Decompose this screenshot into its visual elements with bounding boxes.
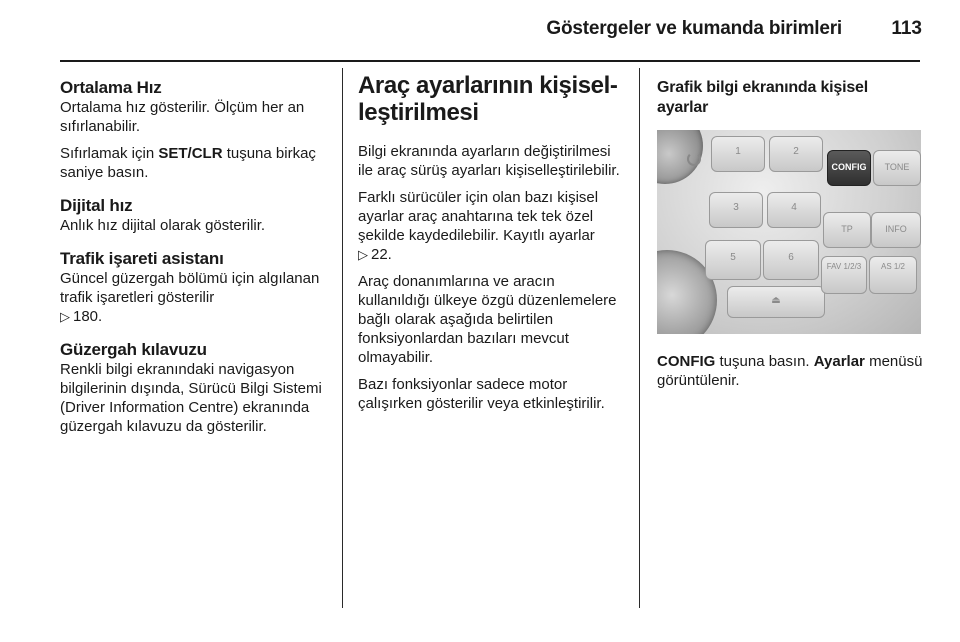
text-run: Sıfırlamak için [60,145,159,162]
tp-button: TP [823,212,871,248]
body-paragraph: Ortalama hız gösterilir. Ölçüm her an sıfırlanabilir. [60,99,305,135]
preset-button-6: 6 [763,240,819,280]
section-heading-ortalama-hiz: Ortalama Hız [60,78,162,97]
info-button: INFO [871,212,921,248]
text-run: tuşuna basın. [715,353,814,370]
eject-bar [727,286,825,318]
column-divider [639,68,640,608]
section-heading-trafik-isareti: Trafik işareti asistanı [60,249,224,268]
power-icon [687,152,701,166]
xref-triangle-icon: ▷ [358,247,368,262]
menu-label-ayarlar: Ayarlar [813,353,865,370]
body-paragraph: Bazı fonksiyonlar sadece motor çalışırken gösterilir veya etkinleştirilir. [358,376,605,412]
body-paragraph: Renkli bilgi ekranındaki navigasyon bilgilerinin dışında, Sürücü Bilgi Sistemi (Driver Information Centre) ekranında güzergah kılavuzu da gösterilir. [60,361,322,435]
control-panel-photo [657,130,921,334]
xref-triangle-icon: ▷ [60,309,70,324]
text-run: tuşuna birkaç saniye basın. [60,145,316,181]
section-heading-guzergah-kilavuzu: Güzergah kılavuzu [60,340,207,359]
text-run: menüsü görüntülenir. [657,353,923,389]
section-heading-grafik-bilgi: Grafik bilgi ekranında kişisel ayarlar [657,79,868,116]
preset-button-5: 5 [705,240,761,280]
tone-button: TONE [873,150,921,186]
eject-icon: ⏏ [771,295,781,306]
column-divider [342,68,343,608]
preset-button-1: 1 [711,136,765,172]
body-paragraph [60,144,330,182]
page-reference[interactable]: 22. [371,246,392,263]
config-button: CONFIG [827,150,871,186]
preset-button-2: 2 [769,136,823,172]
body-paragraph: Bilgi ekranında ayarların değiştirilmesi ile araç sürüş ayarları kişiselleştirilebilir. [358,143,620,179]
column-left [60,72,330,444]
text-run: Farklı sürücüler için olan bazı kişisel ayarlar araç anahtarına tek tek özel şekilde kaydedilebilir. Kayıtlı ayarlar [358,189,599,244]
column-middle [358,72,624,421]
body-paragraph: Araç donanımlarına ve aracın kullanıldığı ülkeye özgü düzenlemelere bağlı olarak aşağıda belirtilen fonksiyonlardan bazıları mevcut olmayabilir. [358,273,617,366]
as-button: AS 1/2 [869,256,917,294]
header-title: Göstergeler ve kumanda birimleri [546,18,842,39]
page-number: 113 [891,18,922,39]
body-paragraph [60,269,330,326]
fav-button: FAV 1/2/3 [821,256,867,294]
body-paragraph: Anlık hız dijital olarak gösterilir. [60,217,266,234]
key-label-config: CONFIG [657,353,716,370]
photo-caption [657,352,923,390]
main-heading: Araç ayarlarının kişisel-leştirilmesi [358,72,618,126]
preset-button-4: 4 [767,192,821,228]
body-paragraph [358,188,624,264]
key-label-set-clr: SET/CLR [158,145,223,162]
section-heading-dijital-hiz: Dijital hız [60,196,133,215]
page-reference[interactable]: 180. [73,308,103,325]
text-run: Güncel güzergah bölümü için algılanan trafik işaretleri gösterilir [60,270,320,306]
header-rule [60,60,920,62]
preset-button-3: 3 [709,192,763,228]
column-right [657,72,923,398]
